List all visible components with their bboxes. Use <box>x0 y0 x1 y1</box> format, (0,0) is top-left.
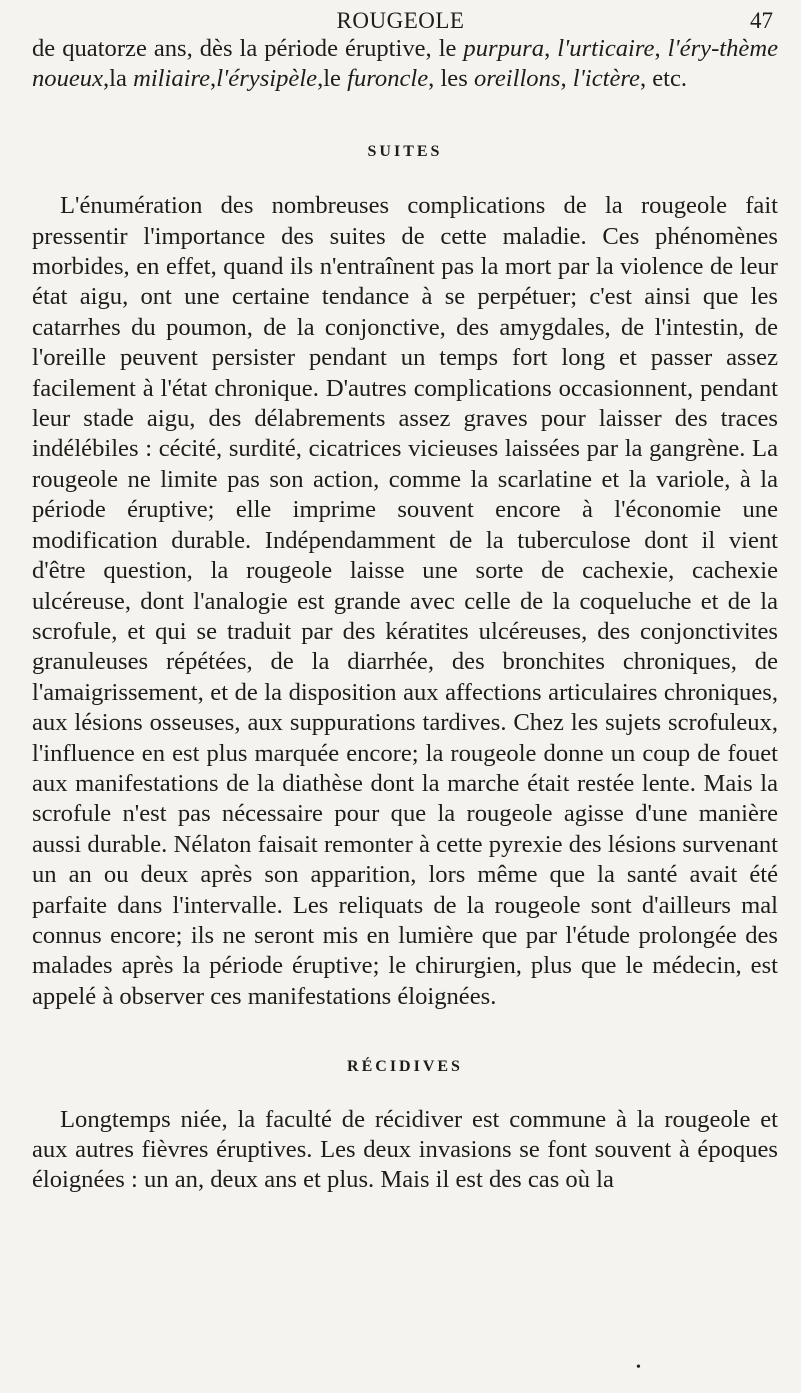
intro-text: , <box>544 35 558 62</box>
suites-paragraph: L'énumération des nombreuses complications de la rougeole fait pressentir l'importance des suites de cette maladie. Ces phénomènes morbides, en effet, quand ils n'entraînent pas la mort par la violence de leur état aigu, ont une certaine tendance à se perpétuer; c'est ainsi que les catarrhes du poumon, de la conjonctive, des amygdales, de l'intestin, de l'oreille peuvent persister pendant un temps fort long et passer assez facilement à l'état chronique. D'autres complications occasionnent, pendant leur stade aigu, des délabrements assez graves pour laisser des traces indélébiles : cécité, surdité, cicatrices vicieuses laissées par la gangrène. La rougeole ne limite pas son action, comme la scarlatine et la variole, à la période éruptive; elle imprime souvent encore à l'économie une modification durable. Indépendamment de la tuberculose dont il vient d'être question, la rougeole laisse une sorte de cachexie, cachexie ulcéreuse, dont l'analogie est grande avec celle de la coqueluche et de la scrofule, et qui se traduit par des kératites ulcéreuses, des conjonctivites granuleuses répétées, de la diarrhée, des bronchites chroniques, de l'amaigrissement, et de la disposition aux affections articulaires chroniques, aux lésions osseuses, aux suppurations tardives. Chez les sujets scrofuleux, l'influence en est plus marquée encore; la rougeole donne un coup de fouet aux manifestations de la diathèse dont la marche était restée lente. Mais la scrofule n'est pas nécessaire pour que la rougeole agisse d'une manière aussi durable. Nélaton faisait remonter à cette pyrexie des lésions survenant un an ou deux après son apparition, lors même que la santé avait été parfaite dans l'intervalle. Les reliquats de la rougeole sont d'ailleurs mal connus encore; ils ne seront mis en lumière que par l'étude prolongée des malades après la période éruptive; le chirurgien, plus que le médecin, est appelé à observer ces manifestations éloignées. <box>32 192 778 1010</box>
term-erysipele: l'érysipèle <box>216 65 318 93</box>
intro-paragraph <box>32 34 778 95</box>
intro-text: ,le <box>317 65 348 93</box>
running-title: ROUGEOLE <box>336 8 465 33</box>
section-title-recidives: RÉCIDIVES <box>347 1058 463 1076</box>
term-furoncle: furoncle <box>347 65 429 93</box>
term-ictere: l'ictère <box>572 65 640 93</box>
intro-text: de quatorze ans, dès la période éruptive, le <box>32 35 464 62</box>
term-erytheme-noueux: l'éry-thème noueux <box>32 35 779 93</box>
intro-text: , etc. <box>639 65 688 93</box>
intro-text: , <box>210 65 217 93</box>
term-purpura: purpura <box>463 35 545 62</box>
intro-text: ,la <box>103 65 134 93</box>
term-oreillons: oreillons <box>473 65 561 93</box>
body-text <box>32 34 778 1196</box>
intro-text: , <box>654 35 668 62</box>
term-urticaire: l'urticaire <box>557 35 655 62</box>
running-header <box>0 6 801 36</box>
intro-text: , les <box>428 65 474 93</box>
page-number: 47 <box>750 8 773 33</box>
term-miliaire: miliaire <box>133 65 211 93</box>
intro-text: , <box>560 65 573 93</box>
bottom-mark: • <box>636 1360 641 1375</box>
section-title-suites: SUITES <box>367 142 443 160</box>
recidives-paragraph: Longtemps niée, la faculté de récidiver est commune à la rougeole et aux autres fièvres éruptives. Les deux invasions se font souvent à époques éloignées : un an, deux ans et plus. Mais il est des cas où la <box>32 1105 778 1194</box>
